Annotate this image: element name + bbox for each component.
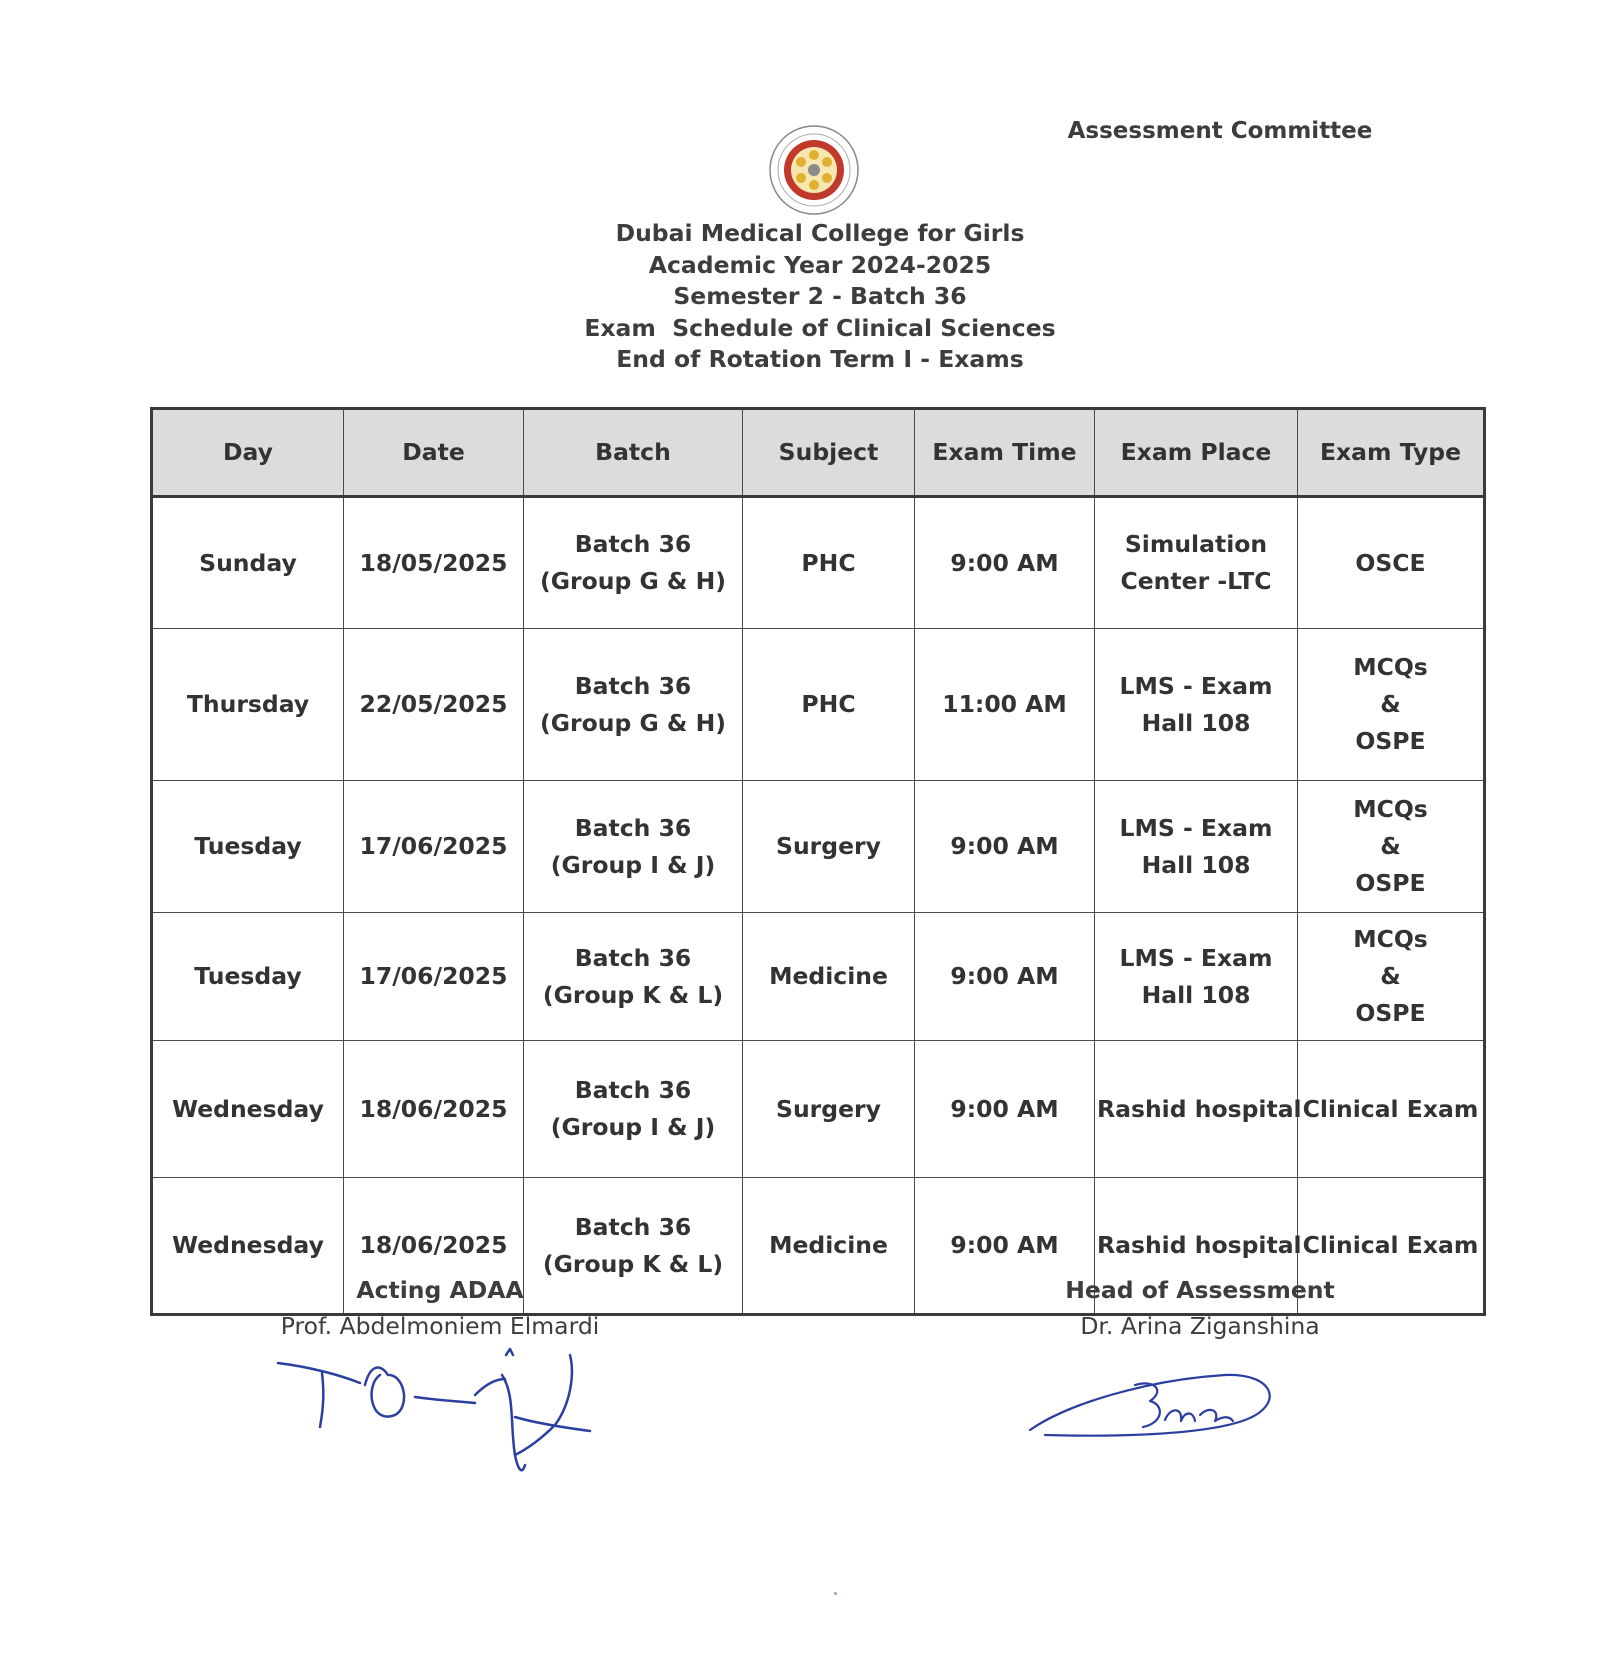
signatory-name: Prof. Abdelmoniem Elmardi bbox=[280, 1312, 600, 1340]
table-row bbox=[152, 1041, 1485, 1178]
signatory-name: Dr. Arina Ziganshina bbox=[1080, 1312, 1320, 1340]
time-cell: 9:00 AM bbox=[915, 781, 1095, 913]
subject-cell: Surgery bbox=[743, 781, 915, 913]
signatory-title: Head of Assessment bbox=[1065, 1276, 1335, 1304]
time-cell: 9:00 AM bbox=[915, 1041, 1095, 1178]
column-header: Exam Type bbox=[1298, 409, 1485, 497]
type-cell-line: Clinical Exam bbox=[1302, 1094, 1479, 1123]
header-line: Exam Schedule of Clinical Sciences bbox=[584, 313, 1056, 342]
type-cell bbox=[1298, 497, 1485, 629]
place-cell-line: LMS - Exam bbox=[1119, 943, 1273, 972]
date-cell: 22/05/2025 bbox=[344, 629, 524, 781]
place-cell-line: LMS - Exam bbox=[1119, 813, 1273, 842]
batch-cell bbox=[524, 629, 743, 781]
column-header: Subject bbox=[743, 409, 915, 497]
type-cell-line: & bbox=[1380, 832, 1401, 860]
time-cell: 11:00 AM bbox=[915, 629, 1095, 781]
time-cell: 9:00 AM bbox=[915, 1178, 1095, 1315]
table-row bbox=[152, 629, 1485, 781]
batch-cell-line: (Group I & J) bbox=[550, 850, 716, 879]
college-logo-icon bbox=[768, 124, 860, 216]
place-cell-line: LMS - Exam bbox=[1119, 671, 1273, 700]
type-cell bbox=[1298, 629, 1485, 781]
type-cell bbox=[1298, 781, 1485, 913]
batch-cell bbox=[524, 913, 743, 1041]
signatory-right bbox=[1000, 1272, 1400, 1344]
batch-cell-line: Batch 36 bbox=[574, 530, 692, 558]
batch-cell-line: Batch 36 bbox=[574, 671, 692, 700]
day-cell: Tuesday bbox=[152, 913, 344, 1041]
place-cell-line: Hall 108 bbox=[1141, 980, 1251, 1009]
time-cell: 9:00 AM bbox=[915, 497, 1095, 629]
signatory-title: Acting ADAA bbox=[356, 1276, 524, 1304]
date-cell: 17/06/2025 bbox=[344, 781, 524, 913]
time-cell: 9:00 AM bbox=[915, 913, 1095, 1041]
table-row bbox=[152, 497, 1485, 629]
table-row bbox=[152, 781, 1485, 913]
type-cell-line: & bbox=[1380, 690, 1401, 718]
batch-cell-line: (Group I & J) bbox=[550, 1113, 716, 1141]
batch-cell-line: (Group G & H) bbox=[539, 708, 727, 737]
subject-cell: PHC bbox=[743, 629, 915, 781]
committee-label: Assessment Committee bbox=[1067, 118, 1373, 144]
document-header bbox=[0, 218, 1600, 376]
batch-cell-line: Batch 36 bbox=[574, 1212, 692, 1241]
place-cell-line: Simulation bbox=[1124, 530, 1268, 558]
type-cell-line: & bbox=[1380, 962, 1401, 990]
subject-cell: Medicine bbox=[743, 1178, 915, 1315]
batch-cell bbox=[524, 1041, 743, 1178]
place-cell-line: Center -LTC bbox=[1120, 567, 1272, 595]
handwritten-signature-left bbox=[270, 1345, 630, 1475]
place-cell bbox=[1095, 1041, 1302, 1178]
batch-cell-line: Batch 36 bbox=[574, 1076, 692, 1104]
header-line: Semester 2 - Batch 36 bbox=[673, 282, 967, 310]
column-header: Day bbox=[152, 409, 344, 497]
scan-speck bbox=[834, 1592, 837, 1595]
batch-cell-line: (Group K & L) bbox=[542, 980, 724, 1009]
batch-cell-line: Batch 36 bbox=[574, 813, 692, 842]
date-cell: 18/06/2025 bbox=[344, 1178, 524, 1315]
type-cell-line: OSPE bbox=[1355, 727, 1426, 755]
column-header: Exam Place bbox=[1095, 409, 1298, 497]
header-line: Dubai Medical College for Girls bbox=[615, 219, 1025, 247]
subject-cell: Surgery bbox=[743, 1041, 915, 1178]
date-cell: 18/06/2025 bbox=[344, 1041, 524, 1178]
subject-cell: Medicine bbox=[743, 913, 915, 1041]
exam-schedule-table bbox=[150, 407, 1486, 1316]
header-line: Academic Year 2024-2025 bbox=[648, 250, 992, 279]
day-cell: Thursday bbox=[152, 629, 344, 781]
batch-cell bbox=[524, 497, 743, 629]
type-cell bbox=[1298, 913, 1485, 1041]
type-cell-line: MCQs bbox=[1353, 653, 1428, 681]
batch-cell-line: Batch 36 bbox=[574, 943, 692, 972]
batch-cell-line: (Group K & L) bbox=[542, 1249, 724, 1278]
column-header: Exam Time bbox=[915, 409, 1095, 497]
table-row bbox=[152, 913, 1485, 1041]
type-cell-line: MCQs bbox=[1353, 925, 1428, 953]
type-cell-line: OSPE bbox=[1355, 869, 1426, 897]
type-cell-line: Clinical Exam bbox=[1302, 1231, 1479, 1259]
batch-cell bbox=[524, 781, 743, 913]
type-cell-line: OSPE bbox=[1355, 999, 1426, 1027]
column-header: Date bbox=[344, 409, 524, 497]
date-cell: 18/05/2025 bbox=[344, 497, 524, 629]
place-cell-line: Hall 108 bbox=[1141, 850, 1251, 879]
day-cell: Wednesday bbox=[152, 1178, 344, 1315]
subject-cell: PHC bbox=[743, 497, 915, 629]
place-cell-line: Rashid hospital bbox=[1097, 1231, 1302, 1259]
type-cell bbox=[1298, 1041, 1485, 1178]
signatory-left bbox=[240, 1272, 640, 1344]
place-cell bbox=[1095, 781, 1298, 913]
type-cell-line: MCQs bbox=[1353, 795, 1428, 823]
place-cell-line: Rashid hospital bbox=[1097, 1094, 1302, 1123]
place-cell bbox=[1095, 913, 1298, 1041]
date-cell: 17/06/2025 bbox=[344, 913, 524, 1041]
type-cell-line: OSCE bbox=[1355, 548, 1426, 577]
batch-cell-line: (Group G & H) bbox=[539, 567, 727, 595]
day-cell: Sunday bbox=[152, 497, 344, 629]
table-header-row bbox=[152, 409, 1485, 497]
place-cell bbox=[1095, 497, 1298, 629]
place-cell-line: Hall 108 bbox=[1141, 708, 1251, 737]
day-cell: Wednesday bbox=[152, 1041, 344, 1178]
column-header: Batch bbox=[524, 409, 743, 497]
handwritten-signature-right bbox=[1025, 1365, 1285, 1450]
header-line: End of Rotation Term I - Exams bbox=[616, 345, 1024, 373]
day-cell: Tuesday bbox=[152, 781, 344, 913]
place-cell bbox=[1095, 629, 1298, 781]
